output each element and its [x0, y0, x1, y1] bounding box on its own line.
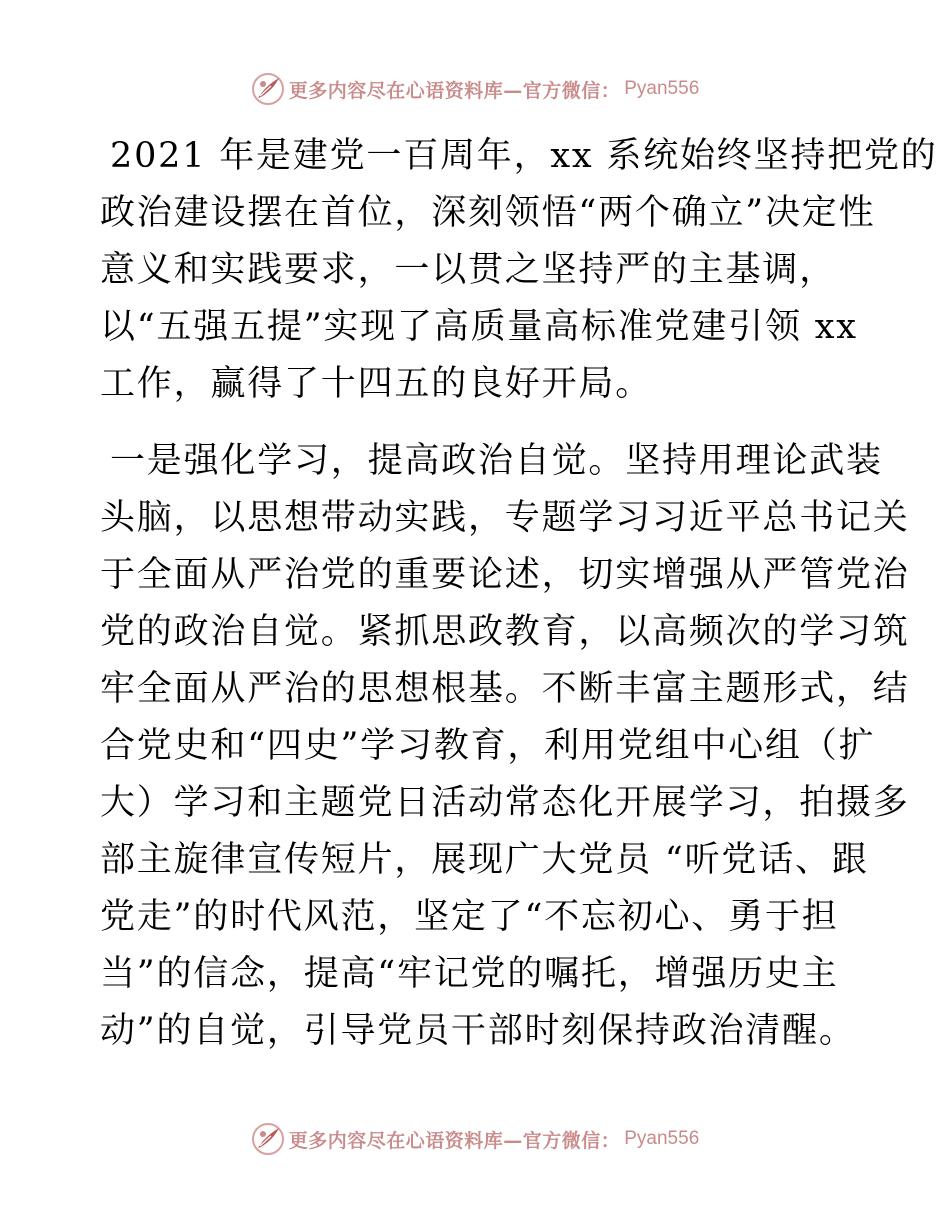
text-line: 头脑，以思想带动实践，专题学习习近平总书记关 — [100, 498, 910, 538]
text-line: 以“五强五提”实现了高质量高标准党建引领 xx — [100, 307, 858, 347]
text-line: 合党史和“四史”学习教育，利用党组中心组（扩 — [100, 726, 876, 766]
text-line: 2021 年是建党一百周年，xx 系统始终坚持把党的 — [110, 136, 938, 176]
text-line: 牢全面从严治的思想根基。不断丰富主题形式，结 — [100, 669, 910, 709]
text-line: 党走”的时代风范，坚定了“不忘初心、勇于担 — [100, 897, 839, 937]
text-line: 政治建设摆在首位，深刻领悟“两个确立”决定性 — [100, 193, 876, 233]
header-banner-inner — [251, 72, 700, 106]
paragraph-spacer — [100, 413, 850, 433]
paragraph-study — [100, 433, 910, 1060]
paragraph-intro — [100, 128, 938, 413]
text-line: 党的政治自觉。紧抓思政教育，以高频次的学习筑 — [100, 612, 910, 652]
text-line: 于全面从严治党的重要论述，切实增强从严管党治 — [100, 555, 910, 595]
header-wechat-id: Pyan556 — [624, 78, 700, 99]
footer-banner-inner — [251, 1122, 700, 1156]
text-line: 部主旋律宣传短片，展现广大党员 “听党话、跟 — [100, 840, 869, 880]
header-banner-text: 更多内容尽在心语资料库—官方微信： — [288, 79, 621, 102]
text-line: 工作，赢得了十四五的良好开局。 — [100, 364, 653, 404]
header-banner — [0, 72, 950, 106]
footer-banner-text: 更多内容尽在心语资料库—官方微信： — [288, 1129, 621, 1152]
document-body — [100, 128, 938, 1060]
quill-logo-icon — [251, 72, 285, 106]
text-line: 意义和实践要求，一以贯之坚持严的主基调， — [100, 250, 837, 290]
footer-wechat-id: Pyan556 — [624, 1128, 700, 1149]
text-line: 动”的自觉，引导党员干部时刻保持政治清醒。 — [100, 1011, 856, 1051]
footer-banner — [0, 1122, 950, 1156]
text-line: 一是强化学习，提高政治自觉。坚持用理论武装 — [110, 441, 883, 481]
text-line: 大）学习和主题党日活动常态化开展学习，拍摄多 — [100, 783, 910, 823]
quill-logo-icon — [251, 1122, 285, 1156]
text-line: 当”的信念，提高“牢记党的嘱托，增强历史主 — [100, 954, 839, 994]
